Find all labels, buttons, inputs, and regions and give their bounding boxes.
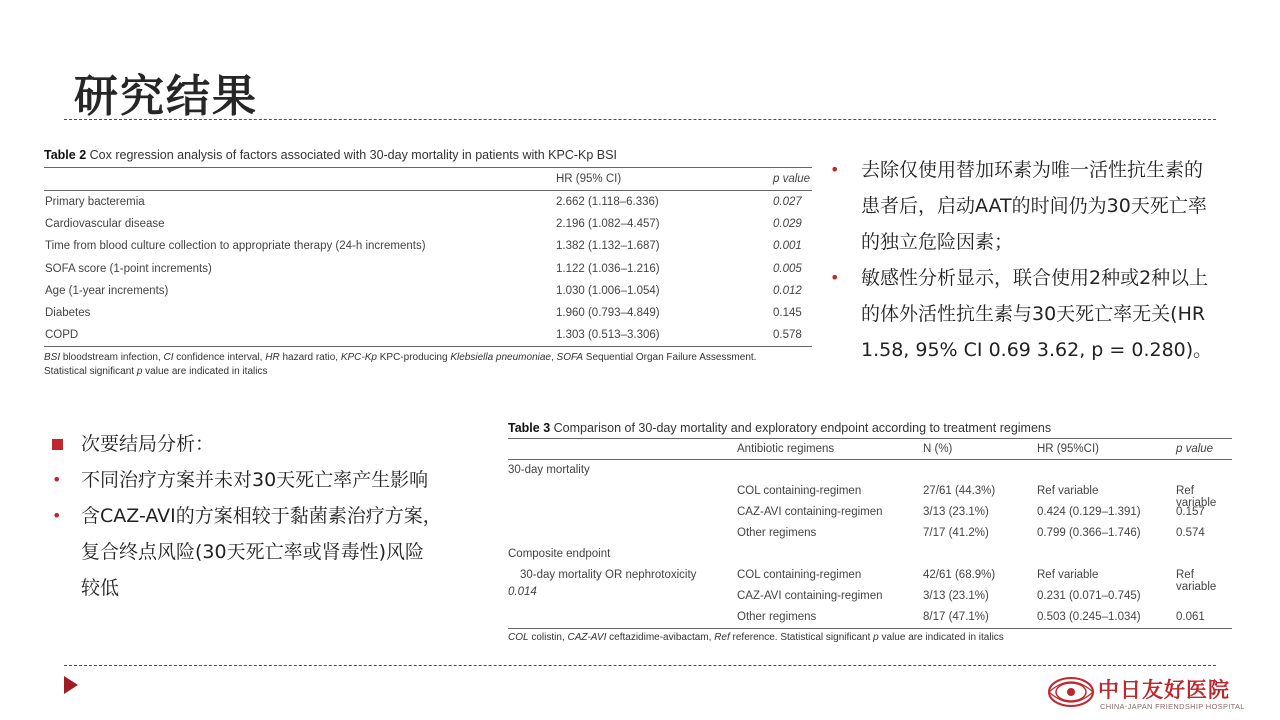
hospital-logo	[1046, 674, 1245, 714]
table-2	[44, 148, 812, 378]
table-row	[508, 544, 1232, 565]
hr-cell: 0.503 (0.245–1.034)	[1037, 611, 1141, 623]
hospital-name-en: CHINA-JAPAN FRIENDSHIP HOSPITAL	[1100, 702, 1245, 711]
hr-cell: 2.196 (1.082–4.457)	[556, 218, 660, 231]
footnote-run: Ref	[714, 632, 730, 643]
p-value-cell: 0.578	[773, 329, 802, 342]
table-row	[44, 235, 812, 257]
table-row	[44, 258, 812, 280]
footnote-run: CI	[163, 352, 174, 364]
table-row	[44, 324, 812, 346]
bullet-line: 的独立危险因素；	[861, 231, 1014, 253]
p-value-cell: 0.005	[773, 262, 802, 275]
n-cell: 7/17 (41.2%)	[923, 527, 989, 539]
play-triangle-icon	[64, 676, 78, 694]
footnote-run: value are indicated in italics	[142, 365, 268, 377]
hr-cell: 1.303 (0.513–3.306)	[556, 329, 660, 342]
finding-bullet-item	[830, 152, 1250, 260]
secondary-heading: 次要结局分析：	[52, 426, 482, 462]
footnote-run: reference. Statistical significant	[729, 632, 874, 643]
hr-cell: Ref variable	[1037, 485, 1099, 497]
findings-bullets	[830, 152, 1250, 368]
p-value-cell: 0.574	[1176, 527, 1205, 539]
bullet-line: 较低	[81, 577, 120, 599]
factor-cell: Age (1-year increments)	[45, 284, 169, 297]
bullet-line: 复合终点风险(30天死亡率或肾毒性)风险	[81, 541, 425, 563]
p-value-cell: 0.001	[773, 240, 802, 253]
table-3-header	[508, 439, 1232, 459]
bullet-dot-icon: •	[52, 470, 62, 489]
hospital-emblem-icon	[1046, 674, 1096, 710]
secondary-outcomes	[52, 426, 482, 606]
secondary-bullet-item	[52, 498, 482, 606]
footnote-run: p	[136, 365, 143, 377]
group-cell: 30-day mortality OR nephrotoxicity	[520, 569, 697, 581]
hospital-name-cn: 中日友好医院	[1098, 677, 1230, 702]
table-2-caption-label: Table 2	[44, 148, 87, 162]
regimen-cell: COL containing-regimen	[737, 569, 862, 581]
bottom-divider	[64, 665, 1216, 666]
table-2-caption-text: Cox regression analysis of factors associated with 30-day mortality in patients with KPC-Kp BSI	[86, 148, 617, 162]
hr-cell: 1.382 (1.132–1.687)	[556, 240, 660, 253]
bullet-line: 的体外活性抗生素与30天死亡率无关(HR	[861, 303, 1206, 325]
bullet-dot-icon: •	[52, 506, 62, 525]
p-value-cell: 0.014	[508, 586, 537, 598]
footnote-run: bloodstream infection,	[60, 352, 164, 364]
p-value-cell: 0.027	[773, 196, 802, 208]
bullet-line: 敏感性分析显示，联合使用2种或2种以上	[861, 267, 1209, 289]
p-value-cell: 0.012	[773, 284, 802, 297]
bullet-line: 1.58, 95% CI 0.69 3.62, p = 0.280)。	[861, 339, 1213, 361]
table-2-footnote-line-1	[44, 351, 812, 365]
table-row	[508, 460, 1232, 481]
regimen-cell: CAZ-AVI containing-regimen	[737, 506, 883, 518]
table-3-caption	[508, 421, 1232, 435]
square-bullet-icon	[52, 439, 63, 450]
table-row	[508, 481, 1232, 509]
p-value-cell: 0.061	[1176, 611, 1205, 623]
hr-cell: 1.122 (1.036–1.216)	[556, 262, 660, 275]
p-value-cell: Ref variable	[1176, 569, 1217, 593]
footnote-run: HR	[265, 352, 280, 364]
hr-cell: Ref variable	[1037, 569, 1099, 581]
table-2-footnote-line-2	[44, 365, 812, 379]
n-cell: 3/13 (23.1%)	[923, 506, 989, 518]
table-3-caption-label: Table 3	[508, 421, 551, 435]
finding-bullet-item	[830, 260, 1250, 368]
factor-cell: Time from blood culture collection to appropriate therapy (24-h increments)	[45, 240, 426, 253]
header-p: p value	[773, 173, 811, 185]
footnote-run: Klebsiella pneumoniae	[450, 352, 551, 364]
p-value-cell: 0.029	[773, 218, 802, 231]
footnote-run: COL	[508, 632, 529, 643]
hr-cell: 2.662 (1.118–6.336)	[556, 196, 659, 208]
table-3-footnote	[508, 632, 1232, 643]
table-3-caption-text: Comparison of 30-day mortality and exploratory endpoint according to treatment regimens	[550, 421, 1052, 435]
bullet-line: 含CAZ-AVI的方案相较于黏菌素治疗方案，	[81, 505, 442, 527]
regimen-cell: Other regimens	[737, 611, 817, 623]
footnote-run: value are indicated in italics	[878, 632, 1004, 643]
table-3-bottom-rule	[508, 628, 1232, 629]
table-row	[44, 191, 812, 213]
group-cell: 30-day mortality	[508, 464, 590, 476]
hr-cell: 1.960 (0.793–4.849)	[556, 306, 660, 319]
hr-cell: 0.424 (0.129–1.391)	[1037, 506, 1141, 518]
footnote-run: p	[873, 632, 879, 643]
factor-cell: Cardiovascular disease	[45, 218, 165, 231]
header-n: N (%)	[923, 443, 953, 455]
factor-cell: Primary bacteremia	[45, 196, 145, 208]
table-2-caption	[44, 148, 812, 162]
secondary-bullet-item	[52, 462, 482, 498]
footnote-run: KPC-producing	[376, 352, 451, 364]
table-3	[508, 421, 1232, 643]
hr-cell: 0.231 (0.071–0.745)	[1037, 590, 1141, 602]
table-2-header	[44, 168, 812, 190]
footnote-run: ,	[550, 352, 557, 364]
page-title: 研究结果	[74, 71, 258, 122]
group-cell: Composite endpoint	[508, 548, 611, 560]
footnote-run: ceftazidime-avibactam,	[606, 632, 715, 643]
n-cell: 42/61 (68.9%)	[923, 569, 996, 581]
factor-cell: SOFA score (1-point increments)	[45, 262, 212, 275]
footnote-run: Statistical significant	[44, 365, 137, 377]
header-hr: HR (95% CI)	[556, 173, 622, 185]
footnote-run: confidence interval,	[173, 352, 266, 364]
bullet-line: 去除仅使用替加环素为唯一活性抗生素的	[861, 159, 1204, 181]
header-hr: HR (95%CI)	[1037, 443, 1099, 455]
header-regimens: Antibiotic regimens	[737, 443, 835, 455]
p-value-cell: 0.157	[1176, 506, 1205, 518]
table-row	[508, 502, 1232, 523]
n-cell: 8/17 (47.1%)	[923, 611, 989, 623]
bullet-dot-icon: •	[830, 160, 840, 179]
table-row	[508, 523, 1232, 544]
top-divider	[64, 119, 1216, 120]
footnote-run: BSI	[44, 352, 61, 364]
regimen-cell: CAZ-AVI containing-regimen	[737, 590, 883, 602]
footnote-run: colistin,	[528, 632, 568, 643]
factor-cell: Diabetes	[45, 306, 91, 319]
table-row	[44, 280, 812, 302]
table-row	[44, 302, 812, 324]
p-value-cell: Ref variable	[1176, 485, 1217, 509]
bullet-dot-icon: •	[830, 268, 840, 287]
bullet-line: 患者后，启动AAT的时间仍为30天死亡率	[861, 195, 1207, 217]
n-cell: 27/61 (44.3%)	[923, 485, 996, 497]
hr-cell: 1.030 (1.006–1.054)	[556, 284, 660, 297]
footnote-run: hazard ratio,	[279, 352, 341, 364]
header-p: p value	[1176, 443, 1214, 455]
n-cell: 3/13 (23.1%)	[923, 590, 989, 602]
footnote-run: SOFA	[556, 352, 584, 364]
table-2-footnote	[44, 351, 812, 378]
table-row	[508, 607, 1232, 628]
footnote-run: Sequential Organ Failure Assessment.	[583, 352, 757, 364]
hr-cell: 0.799 (0.366–1.746)	[1037, 527, 1141, 539]
table-row	[44, 213, 812, 235]
footnote-run: CAZ-AVI	[567, 632, 607, 643]
table-row	[508, 586, 1232, 607]
footnote-run: KPC-Kp	[340, 352, 377, 364]
factor-cell: COPD	[45, 329, 79, 342]
bullet-line: 不同治疗方案并未对30天死亡率产生影响	[81, 469, 429, 491]
p-value-cell: 0.145	[773, 306, 802, 319]
regimen-cell: Other regimens	[737, 527, 817, 539]
regimen-cell: COL containing-regimen	[737, 485, 862, 497]
table-2-bottom-rule	[44, 346, 812, 347]
